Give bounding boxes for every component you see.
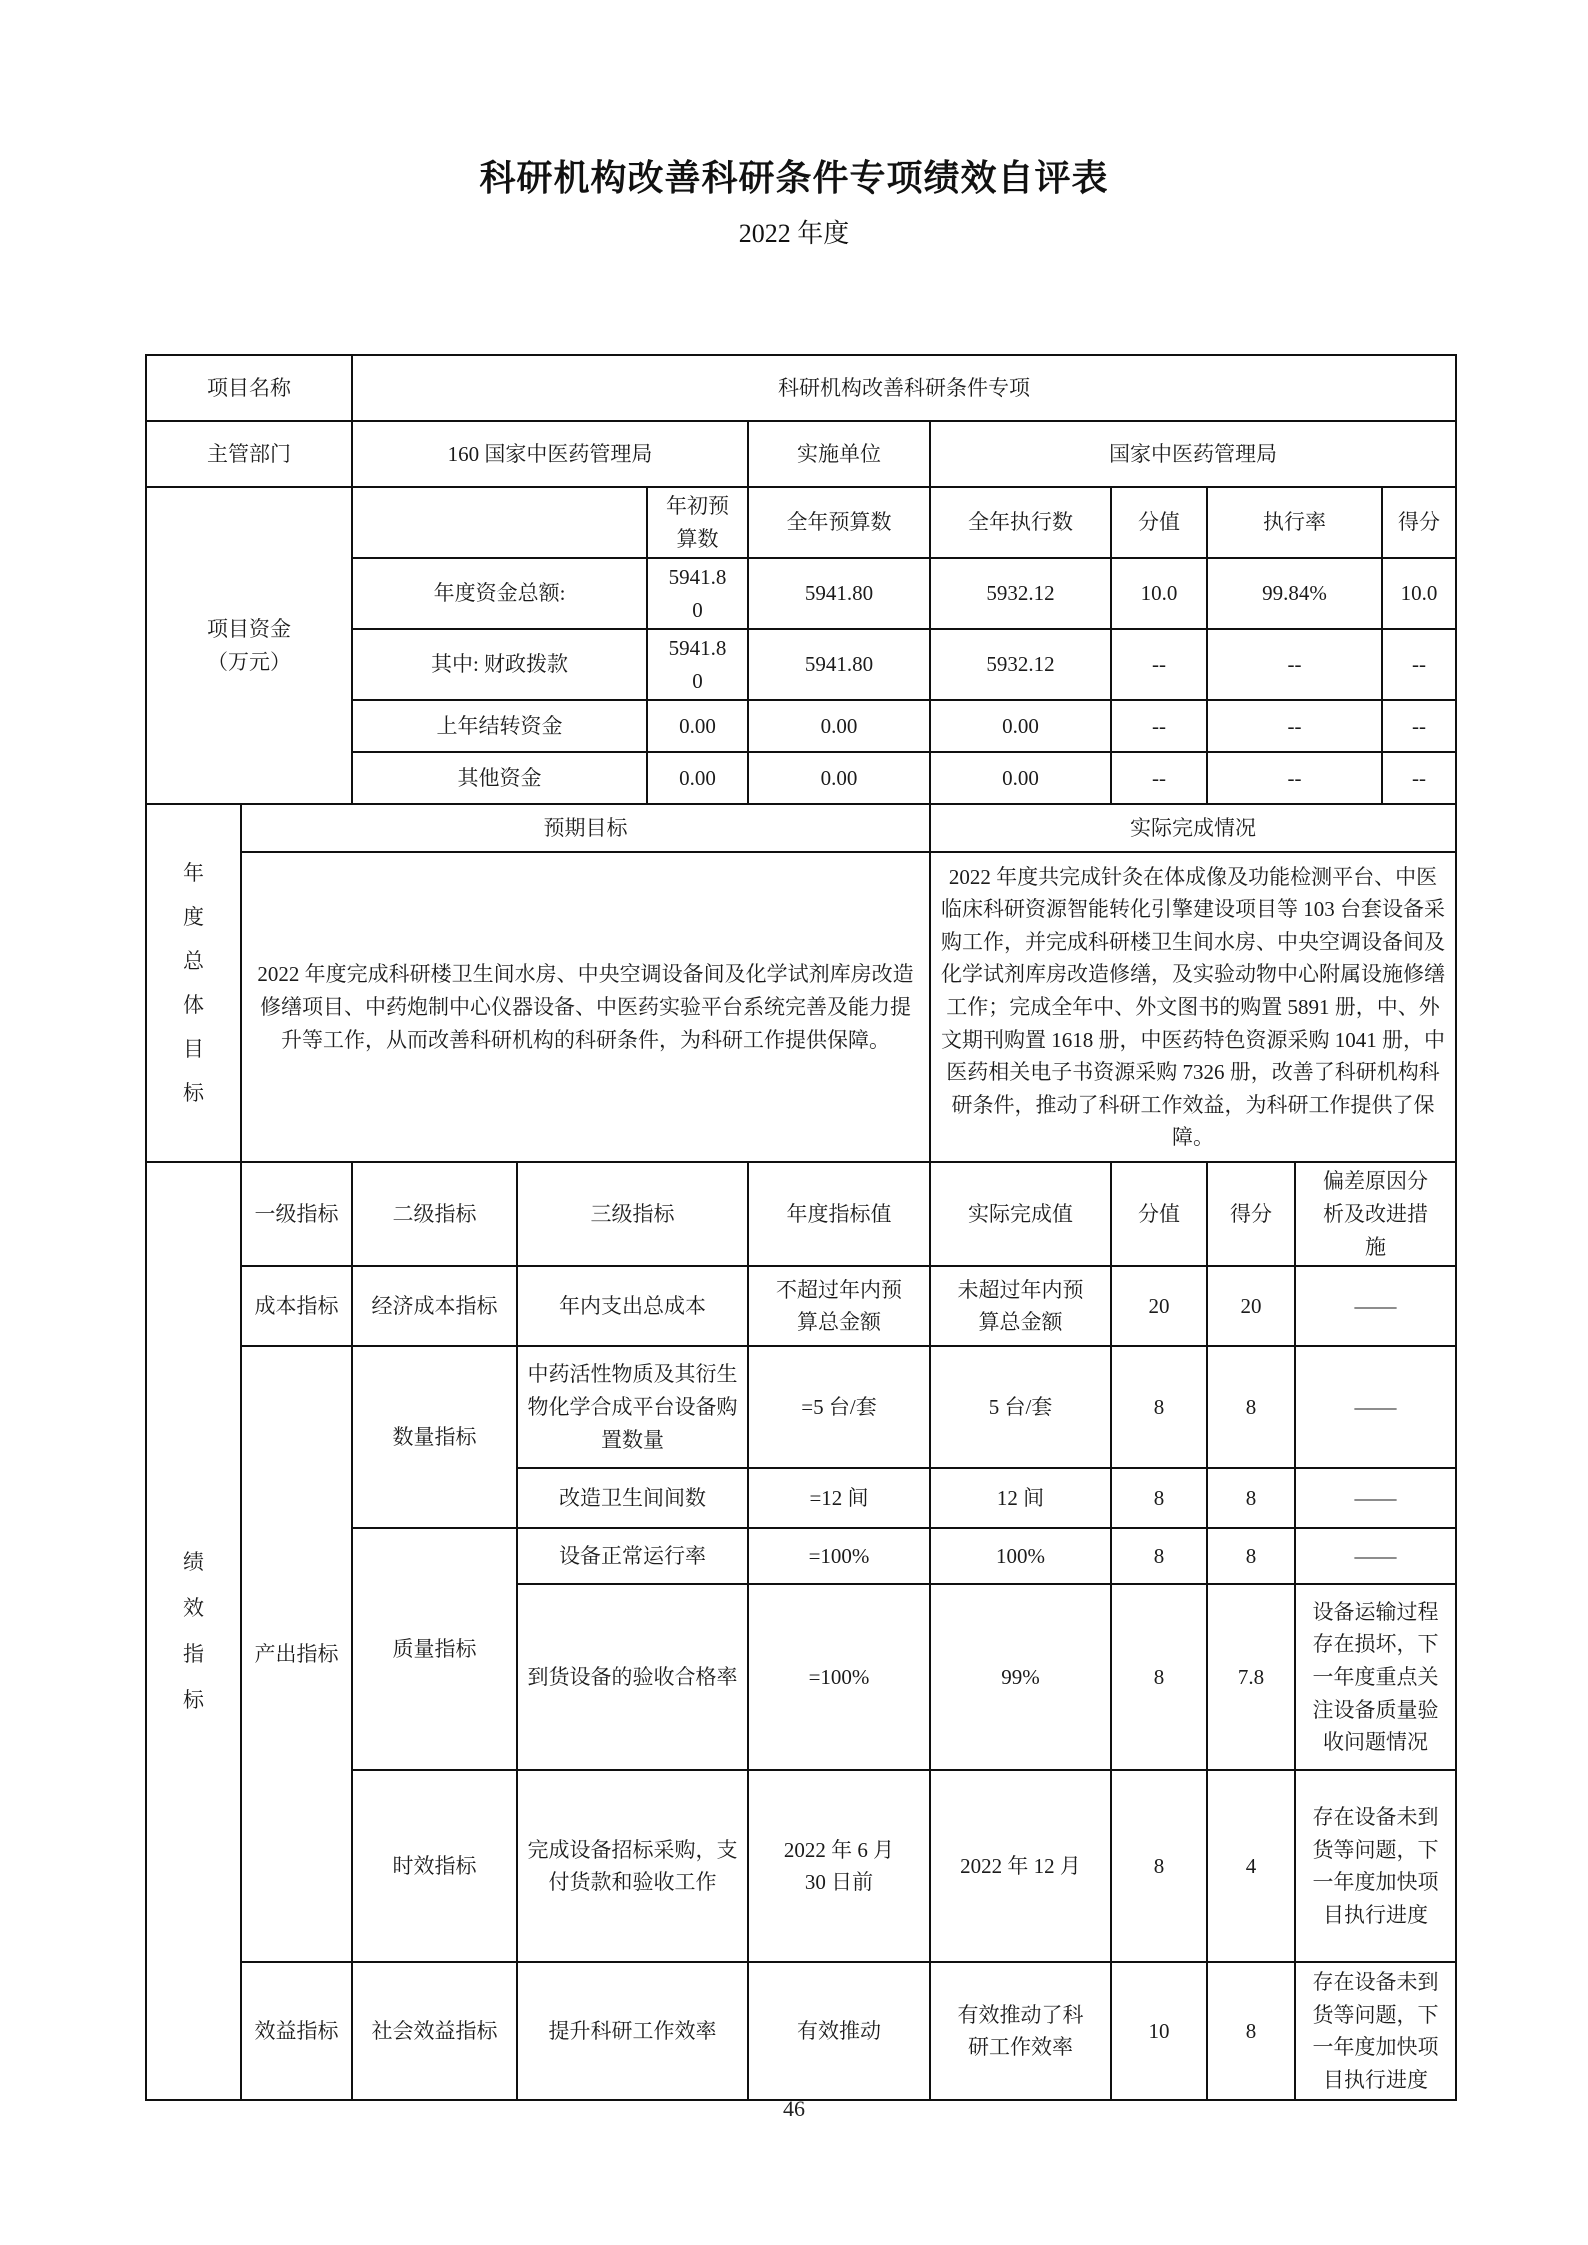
budget-executed: 5932.12 xyxy=(930,558,1111,629)
header-deviation: 偏差原因分析及改进措施 xyxy=(1295,1162,1456,1266)
budget-annual: 0.00 xyxy=(748,752,930,804)
score-value-cell: 8 xyxy=(1111,1468,1207,1528)
target-cell: 有效推动 xyxy=(748,1962,930,2100)
budget-initial: 0.00 xyxy=(647,752,748,804)
performance-section-label: 绩效指标 xyxy=(146,1162,241,2100)
budget-exec-rate: 99.84% xyxy=(1207,558,1382,629)
actual-completion-header: 实际完成情况 xyxy=(930,804,1456,852)
budget-col-executed: 全年执行数 xyxy=(930,487,1111,558)
score-cell: 8 xyxy=(1207,1962,1295,2100)
expected-goal-text: 2022 年度完成科研楼卫生间水房、中央空调设备间及化学试剂库房改造修缮项目、中药炮制中心仪器设备、中医药实验平台系统完善及能力提升等工作，从而改善科研机构的科研条件，为科研工作提供保障。 xyxy=(241,852,930,1162)
level3-cell: 设备正常运行率 xyxy=(517,1528,748,1584)
annual-goal-section-label: 年度总体目标 xyxy=(146,804,241,1162)
level2-social: 社会效益指标 xyxy=(352,1962,517,2100)
budget-score-value: -- xyxy=(1111,752,1207,804)
score-cell: 8 xyxy=(1207,1346,1295,1468)
level2-quality: 质量指标 xyxy=(352,1528,517,1770)
score-cell: 7.8 xyxy=(1207,1584,1295,1770)
budget-annual: 0.00 xyxy=(748,700,930,752)
budget-col-exec-rate: 执行率 xyxy=(1207,487,1382,558)
budget-score: -- xyxy=(1382,629,1456,700)
document-title: 科研机构改善科研条件专项绩效自评表 xyxy=(479,157,1109,198)
score-value-cell: 8 xyxy=(1111,1528,1207,1584)
funds-section-label xyxy=(146,487,352,804)
impl-unit-label: 实施单位 xyxy=(748,421,930,487)
budget-col-annual: 全年预算数 xyxy=(748,487,930,558)
budget-initial: 0.00 xyxy=(647,700,748,752)
target-cell: =100% xyxy=(748,1528,930,1584)
header-level3: 三级指标 xyxy=(517,1162,748,1266)
budget-annual: 5941.80 xyxy=(748,558,930,629)
budget-col-score-value: 分值 xyxy=(1111,487,1207,558)
score-cell: 20 xyxy=(1207,1266,1295,1346)
budget-col-initial: 年初预算数 xyxy=(647,487,748,558)
header-level2: 二级指标 xyxy=(352,1162,517,1266)
budget-row-name: 年度资金总额: xyxy=(352,558,647,629)
score-value-cell: 8 xyxy=(1111,1770,1207,1962)
budget-executed: 5932.12 xyxy=(930,629,1111,700)
score-value-cell: 8 xyxy=(1111,1584,1207,1770)
deviation-cell: 存在设备未到货等问题，下一年度加快项目执行进度 xyxy=(1295,1962,1456,2100)
deviation-cell: —— xyxy=(1295,1266,1456,1346)
evaluation-table xyxy=(145,354,1457,2101)
budget-row-name: 其中: 财政拨款 xyxy=(352,629,647,700)
header-actual: 实际完成值 xyxy=(930,1162,1111,1266)
row-quantity-a xyxy=(146,1346,1456,1468)
actual-cell: 12 间 xyxy=(930,1468,1111,1528)
budget-annual: 5941.80 xyxy=(748,629,930,700)
budget-col-score: 得分 xyxy=(1382,487,1456,558)
actual-cell: 99% xyxy=(930,1584,1111,1770)
actual-cell: 5 台/套 xyxy=(930,1346,1111,1468)
score-cell: 4 xyxy=(1207,1770,1295,1962)
deviation-cell: 存在设备未到货等问题，下一年度加快项目执行进度 xyxy=(1295,1770,1456,1962)
budget-executed: 0.00 xyxy=(930,752,1111,804)
level3-cell: 改造卫生间间数 xyxy=(517,1468,748,1528)
page-number: 46 xyxy=(783,2096,805,2121)
project-name-value: 科研机构改善科研条件专项 xyxy=(352,355,1456,421)
budget-exec-rate: -- xyxy=(1207,752,1382,804)
target-cell: =12 间 xyxy=(748,1468,930,1528)
level3-cell: 到货设备的验收合格率 xyxy=(517,1584,748,1770)
level3-cell: 提升科研工作效率 xyxy=(517,1962,748,2100)
level2-economic: 经济成本指标 xyxy=(352,1266,517,1346)
dept-label: 主管部门 xyxy=(146,421,352,487)
budget-score-value: -- xyxy=(1111,700,1207,752)
budget-row-name: 其他资金 xyxy=(352,752,647,804)
score-value-cell: 20 xyxy=(1111,1266,1207,1346)
header-target: 年度指标值 xyxy=(748,1162,930,1266)
actual-completion-text: 2022 年度共完成针灸在体成像及功能检测平台、中医临床科研资源智能转化引擎建设项目等 103 台套设备采购工作，并完成科研楼卫生间水房、中央空调设备间及化学试剂库房改造修缮，及实验动物中心附属设施修缮工作；完成全年中、外文图书的购置 5891 册，中、外文期刊购置 1618 册，中医药特色资源采购 1041 册，中医药相关电子书资源采购 7326 册，改善了科研机构科研条件，推动了科研工作效益，为科研工作提供了保障。 xyxy=(930,852,1456,1162)
budget-score: 10.0 xyxy=(1382,558,1456,629)
actual-cell: 100% xyxy=(930,1528,1111,1584)
level3-cell: 年内支出总成本 xyxy=(517,1266,748,1346)
deviation-cell: —— xyxy=(1295,1468,1456,1528)
actual-cell: 未超过年内预算总金额 xyxy=(930,1266,1111,1346)
target-cell: 2022 年 6 月 30 日前 xyxy=(748,1770,930,1962)
budget-initial: 5941.80 xyxy=(647,558,748,629)
level1-cost: 成本指标 xyxy=(241,1266,352,1346)
row-indicator-header xyxy=(146,1162,1456,1266)
target-cell: =5 台/套 xyxy=(748,1346,930,1468)
row-goal-content xyxy=(146,852,1456,1162)
score-cell: 8 xyxy=(1207,1528,1295,1584)
budget-executed: 0.00 xyxy=(930,700,1111,752)
deviation-cell: —— xyxy=(1295,1528,1456,1584)
score-cell: 8 xyxy=(1207,1468,1295,1528)
budget-exec-rate: -- xyxy=(1207,700,1382,752)
budget-exec-rate: -- xyxy=(1207,629,1382,700)
target-cell: 不超过年内预算总金额 xyxy=(748,1266,930,1346)
level2-quantity: 数量指标 xyxy=(352,1346,517,1528)
funds-label-line1: 项目资金 xyxy=(207,617,291,642)
row-budget-header xyxy=(146,487,1456,558)
funds-label-line2: （万元） xyxy=(207,649,291,674)
level3-cell: 中药活性物质及其衍生物化学合成平台设备购置数量 xyxy=(517,1346,748,1468)
level3-cell: 完成设备招标采购，支付货款和验收工作 xyxy=(517,1770,748,1962)
target-cell: =100% xyxy=(748,1584,930,1770)
level1-benefit: 效益指标 xyxy=(241,1962,352,2100)
actual-cell: 有效推动了科研工作效率 xyxy=(930,1962,1111,2100)
score-value-cell: 10 xyxy=(1111,1962,1207,2100)
header-level1: 一级指标 xyxy=(241,1162,352,1266)
header-score-value: 分值 xyxy=(1111,1162,1207,1266)
deviation-cell: 设备运输过程存在损坏，下一年度重点关注设备质量验收问题情况 xyxy=(1295,1584,1456,1770)
budget-row-name: 上年结转资金 xyxy=(352,700,647,752)
row-cost-indicator xyxy=(146,1266,1456,1346)
budget-score: -- xyxy=(1382,752,1456,804)
dept-value: 160 国家中医药管理局 xyxy=(352,421,748,487)
level1-output: 产出指标 xyxy=(241,1346,352,1962)
project-name-label: 项目名称 xyxy=(146,355,352,421)
impl-unit-value: 国家中医药管理局 xyxy=(930,421,1456,487)
budget-initial: 5941.80 xyxy=(647,629,748,700)
expected-goal-header: 预期目标 xyxy=(241,804,930,852)
score-value-cell: 8 xyxy=(1111,1346,1207,1468)
budget-name-header-empty xyxy=(352,487,647,558)
row-goal-header xyxy=(146,804,1456,852)
budget-score-value: 10.0 xyxy=(1111,558,1207,629)
row-project-name xyxy=(146,355,1456,421)
deviation-cell: —— xyxy=(1295,1346,1456,1468)
document-subtitle: 2022 年度 xyxy=(738,219,850,248)
header-score: 得分 xyxy=(1207,1162,1295,1266)
row-departments xyxy=(146,421,1456,487)
row-benefit xyxy=(146,1962,1456,2100)
budget-score: -- xyxy=(1382,700,1456,752)
budget-score-value: -- xyxy=(1111,629,1207,700)
level2-time: 时效指标 xyxy=(352,1770,517,1962)
actual-cell: 2022 年 12 月 xyxy=(930,1770,1111,1962)
